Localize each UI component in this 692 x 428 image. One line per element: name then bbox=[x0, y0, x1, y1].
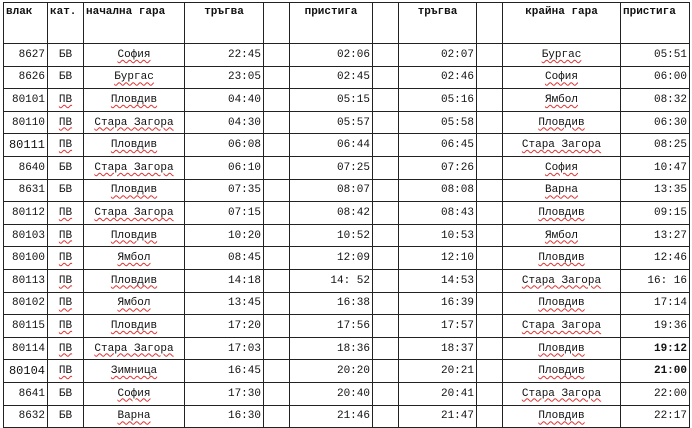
cell-departs: 07:15 bbox=[185, 202, 264, 225]
cell-arrives-2: 05:51 bbox=[621, 44, 690, 67]
cell-start-station: Варна bbox=[84, 405, 185, 428]
cell-departs: 06:08 bbox=[185, 134, 264, 157]
cell-departs: 17:30 bbox=[185, 382, 264, 405]
table-row bbox=[4, 292, 690, 315]
cell-gap-3 bbox=[477, 66, 503, 89]
cell-end-station: Пловдив bbox=[503, 337, 621, 360]
cell-category: БВ bbox=[48, 66, 84, 89]
table-row bbox=[4, 360, 690, 383]
cell-arrives-2: 19:12 bbox=[621, 337, 690, 360]
cell-end-station: Бургас bbox=[503, 44, 621, 67]
header-departs-2: тръгва bbox=[399, 3, 477, 44]
cell-gap-2 bbox=[373, 269, 399, 292]
cell-arrives: 20:20 bbox=[290, 360, 373, 383]
cell-category: БВ bbox=[48, 179, 84, 202]
cell-gap-1 bbox=[264, 269, 290, 292]
cell-category: БВ bbox=[48, 44, 84, 67]
table-row bbox=[4, 156, 690, 179]
cell-arrives: 06:44 bbox=[290, 134, 373, 157]
cell-arrives: 02:45 bbox=[290, 66, 373, 89]
cell-gap-3 bbox=[477, 202, 503, 225]
cell-gap-2 bbox=[373, 66, 399, 89]
cell-gap-1 bbox=[264, 202, 290, 225]
cell-departs-2: 12:10 bbox=[399, 247, 477, 270]
cell-departs: 16:30 bbox=[185, 405, 264, 428]
cell-train: 8626 bbox=[4, 66, 48, 89]
cell-train: 8631 bbox=[4, 179, 48, 202]
cell-departs-2: 06:45 bbox=[399, 134, 477, 157]
cell-end-station: Пловдив bbox=[503, 360, 621, 383]
table-row bbox=[4, 66, 690, 89]
cell-arrives: 21:46 bbox=[290, 405, 373, 428]
cell-departs-2: 07:26 bbox=[399, 156, 477, 179]
cell-end-station: София bbox=[503, 156, 621, 179]
cell-departs: 04:40 bbox=[185, 89, 264, 112]
cell-arrives-2: 13:27 bbox=[621, 224, 690, 247]
cell-start-station: Пловдив bbox=[84, 224, 185, 247]
cell-end-station: Стара Загора bbox=[503, 315, 621, 338]
header-departs: тръгва bbox=[185, 3, 264, 44]
cell-end-station: Пловдив bbox=[503, 405, 621, 428]
table-row bbox=[4, 382, 690, 405]
cell-arrives-2: 16: 16 bbox=[621, 269, 690, 292]
table-row bbox=[4, 202, 690, 225]
cell-category: ПВ bbox=[48, 111, 84, 134]
cell-arrives-2: 06:00 bbox=[621, 66, 690, 89]
cell-departs: 10:20 bbox=[185, 224, 264, 247]
cell-end-station: Ямбол bbox=[503, 89, 621, 112]
cell-arrives-2: 22:00 bbox=[621, 382, 690, 405]
table-row bbox=[4, 405, 690, 428]
cell-gap-1 bbox=[264, 89, 290, 112]
cell-category: БВ bbox=[48, 382, 84, 405]
cell-start-station: Бургас bbox=[84, 66, 185, 89]
header-gap-2 bbox=[373, 3, 399, 44]
cell-gap-3 bbox=[477, 405, 503, 428]
header-arrives-2: пристига bbox=[621, 3, 690, 44]
cell-start-station: Стара Загора bbox=[84, 156, 185, 179]
cell-start-station: Пловдив bbox=[84, 134, 185, 157]
cell-gap-1 bbox=[264, 134, 290, 157]
cell-gap-3 bbox=[477, 382, 503, 405]
table-row bbox=[4, 315, 690, 338]
cell-gap-2 bbox=[373, 156, 399, 179]
header-arrives: пристига bbox=[290, 3, 373, 44]
cell-train: 8632 bbox=[4, 405, 48, 428]
cell-train: 80113 bbox=[4, 269, 48, 292]
cell-arrives-2: 21:00 bbox=[621, 360, 690, 383]
cell-arrives-2: 06:30 bbox=[621, 111, 690, 134]
header-gap-3 bbox=[477, 3, 503, 44]
cell-gap-1 bbox=[264, 292, 290, 315]
cell-departs: 08:45 bbox=[185, 247, 264, 270]
cell-departs-2: 20:41 bbox=[399, 382, 477, 405]
cell-departs-2: 08:43 bbox=[399, 202, 477, 225]
cell-gap-1 bbox=[264, 315, 290, 338]
cell-category: ПВ bbox=[48, 337, 84, 360]
cell-departs-2: 21:47 bbox=[399, 405, 477, 428]
cell-gap-3 bbox=[477, 269, 503, 292]
cell-start-station: Пловдив bbox=[84, 179, 185, 202]
cell-start-station: Ямбол bbox=[84, 247, 185, 270]
cell-departs: 17:03 bbox=[185, 337, 264, 360]
cell-gap-3 bbox=[477, 360, 503, 383]
cell-gap-2 bbox=[373, 89, 399, 112]
cell-arrives-2: 08:32 bbox=[621, 89, 690, 112]
cell-train: 80114 bbox=[4, 337, 48, 360]
cell-gap-3 bbox=[477, 89, 503, 112]
cell-gap-2 bbox=[373, 360, 399, 383]
cell-train: 80103 bbox=[4, 224, 48, 247]
cell-departs: 07:35 bbox=[185, 179, 264, 202]
cell-gap-1 bbox=[264, 360, 290, 383]
cell-arrives-2: 09:15 bbox=[621, 202, 690, 225]
cell-gap-2 bbox=[373, 44, 399, 67]
cell-arrives-2: 12:46 bbox=[621, 247, 690, 270]
cell-gap-3 bbox=[477, 247, 503, 270]
cell-departs: 06:10 bbox=[185, 156, 264, 179]
cell-start-station: Пловдив bbox=[84, 315, 185, 338]
cell-gap-3 bbox=[477, 179, 503, 202]
cell-departs: 14:18 bbox=[185, 269, 264, 292]
cell-arrives: 14: 52 bbox=[290, 269, 373, 292]
cell-departs: 04:30 bbox=[185, 111, 264, 134]
cell-arrives: 12:09 bbox=[290, 247, 373, 270]
cell-departs-2: 05:58 bbox=[399, 111, 477, 134]
table-row bbox=[4, 44, 690, 67]
cell-arrives: 17:56 bbox=[290, 315, 373, 338]
cell-train: 8641 bbox=[4, 382, 48, 405]
cell-gap-2 bbox=[373, 224, 399, 247]
header-row bbox=[4, 3, 690, 44]
cell-gap-1 bbox=[264, 156, 290, 179]
cell-start-station: Пловдив bbox=[84, 89, 185, 112]
cell-arrives-2: 19:36 bbox=[621, 315, 690, 338]
cell-arrives-2: 17:14 bbox=[621, 292, 690, 315]
cell-gap-3 bbox=[477, 134, 503, 157]
cell-category: БВ bbox=[48, 405, 84, 428]
cell-gap-3 bbox=[477, 44, 503, 67]
cell-train: 80111 bbox=[4, 134, 48, 157]
cell-gap-1 bbox=[264, 224, 290, 247]
cell-gap-3 bbox=[477, 315, 503, 338]
cell-end-station: Стара Загора bbox=[503, 134, 621, 157]
cell-gap-3 bbox=[477, 337, 503, 360]
cell-gap-1 bbox=[264, 382, 290, 405]
cell-departs: 17:20 bbox=[185, 315, 264, 338]
cell-gap-3 bbox=[477, 292, 503, 315]
cell-gap-1 bbox=[264, 66, 290, 89]
cell-arrives: 08:42 bbox=[290, 202, 373, 225]
cell-departs-2: 10:53 bbox=[399, 224, 477, 247]
cell-category: БВ bbox=[48, 156, 84, 179]
cell-gap-2 bbox=[373, 111, 399, 134]
cell-end-station: Варна bbox=[503, 179, 621, 202]
cell-gap-2 bbox=[373, 337, 399, 360]
table-row bbox=[4, 179, 690, 202]
cell-train: 80112 bbox=[4, 202, 48, 225]
cell-departs-2: 08:08 bbox=[399, 179, 477, 202]
cell-arrives: 02:06 bbox=[290, 44, 373, 67]
cell-departs-2: 14:53 bbox=[399, 269, 477, 292]
cell-arrives-2: 10:47 bbox=[621, 156, 690, 179]
cell-arrives: 05:15 bbox=[290, 89, 373, 112]
cell-gap-1 bbox=[264, 247, 290, 270]
cell-category: ПВ bbox=[48, 224, 84, 247]
header-start-station: начална гара bbox=[84, 3, 185, 44]
table-row bbox=[4, 111, 690, 134]
cell-arrives-2: 13:35 bbox=[621, 179, 690, 202]
cell-start-station: София bbox=[84, 382, 185, 405]
cell-gap-2 bbox=[373, 315, 399, 338]
cell-arrives: 07:25 bbox=[290, 156, 373, 179]
cell-arrives: 16:38 bbox=[290, 292, 373, 315]
cell-departs: 22:45 bbox=[185, 44, 264, 67]
cell-train: 80104 bbox=[4, 360, 48, 383]
cell-end-station: София bbox=[503, 66, 621, 89]
cell-end-station: Пловдив bbox=[503, 247, 621, 270]
cell-gap-1 bbox=[264, 111, 290, 134]
cell-departs-2: 18:37 bbox=[399, 337, 477, 360]
cell-end-station: Стара Загора bbox=[503, 269, 621, 292]
cell-arrives-2: 08:25 bbox=[621, 134, 690, 157]
cell-gap-2 bbox=[373, 202, 399, 225]
cell-start-station: Стара Загора bbox=[84, 111, 185, 134]
cell-gap-2 bbox=[373, 247, 399, 270]
cell-train: 8640 bbox=[4, 156, 48, 179]
cell-departs-2: 20:21 bbox=[399, 360, 477, 383]
cell-start-station: Стара Загора bbox=[84, 337, 185, 360]
cell-category: ПВ bbox=[48, 360, 84, 383]
header-end-station: крайна гара bbox=[503, 3, 621, 44]
cell-gap-2 bbox=[373, 405, 399, 428]
cell-gap-3 bbox=[477, 111, 503, 134]
cell-end-station: Пловдив bbox=[503, 111, 621, 134]
cell-departs-2: 02:07 bbox=[399, 44, 477, 67]
table-row bbox=[4, 224, 690, 247]
cell-gap-2 bbox=[373, 179, 399, 202]
cell-gap-2 bbox=[373, 134, 399, 157]
table-row bbox=[4, 247, 690, 270]
cell-arrives: 18:36 bbox=[290, 337, 373, 360]
cell-train: 8627 bbox=[4, 44, 48, 67]
cell-start-station: София bbox=[84, 44, 185, 67]
train-schedule-table bbox=[3, 2, 690, 428]
cell-end-station: Пловдив bbox=[503, 292, 621, 315]
cell-departs: 23:05 bbox=[185, 66, 264, 89]
cell-departs-2: 02:46 bbox=[399, 66, 477, 89]
cell-departs-2: 05:16 bbox=[399, 89, 477, 112]
cell-train: 80115 bbox=[4, 315, 48, 338]
cell-start-station: Пловдив bbox=[84, 269, 185, 292]
cell-gap-2 bbox=[373, 382, 399, 405]
cell-category: ПВ bbox=[48, 269, 84, 292]
cell-train: 80101 bbox=[4, 89, 48, 112]
cell-gap-3 bbox=[477, 224, 503, 247]
cell-category: ПВ bbox=[48, 202, 84, 225]
cell-category: ПВ bbox=[48, 89, 84, 112]
cell-category: ПВ bbox=[48, 247, 84, 270]
cell-gap-1 bbox=[264, 44, 290, 67]
cell-category: ПВ bbox=[48, 292, 84, 315]
header-gap-1 bbox=[264, 3, 290, 44]
cell-departs-2: 16:39 bbox=[399, 292, 477, 315]
cell-arrives: 05:57 bbox=[290, 111, 373, 134]
cell-gap-1 bbox=[264, 179, 290, 202]
cell-departs: 13:45 bbox=[185, 292, 264, 315]
cell-start-station: Стара Загора bbox=[84, 202, 185, 225]
cell-arrives: 20:40 bbox=[290, 382, 373, 405]
cell-category: ПВ bbox=[48, 315, 84, 338]
table-row bbox=[4, 269, 690, 292]
table-row bbox=[4, 89, 690, 112]
cell-departs-2: 17:57 bbox=[399, 315, 477, 338]
cell-arrives: 08:07 bbox=[290, 179, 373, 202]
table-row bbox=[4, 134, 690, 157]
cell-train: 80100 bbox=[4, 247, 48, 270]
cell-arrives: 10:52 bbox=[290, 224, 373, 247]
cell-start-station: Ямбол bbox=[84, 292, 185, 315]
cell-end-station: Стара Загора bbox=[503, 382, 621, 405]
cell-end-station: Пловдив bbox=[503, 202, 621, 225]
cell-gap-1 bbox=[264, 405, 290, 428]
cell-end-station: Ямбол bbox=[503, 224, 621, 247]
table-row bbox=[4, 337, 690, 360]
header-train: влак bbox=[4, 3, 48, 44]
cell-train: 80110 bbox=[4, 111, 48, 134]
cell-gap-2 bbox=[373, 292, 399, 315]
cell-departs: 16:45 bbox=[185, 360, 264, 383]
cell-gap-3 bbox=[477, 156, 503, 179]
cell-category: ПВ bbox=[48, 134, 84, 157]
cell-arrives-2: 22:17 bbox=[621, 405, 690, 428]
cell-gap-1 bbox=[264, 337, 290, 360]
cell-start-station: Зимница bbox=[84, 360, 185, 383]
cell-train: 80102 bbox=[4, 292, 48, 315]
header-category: кат. bbox=[48, 3, 84, 44]
